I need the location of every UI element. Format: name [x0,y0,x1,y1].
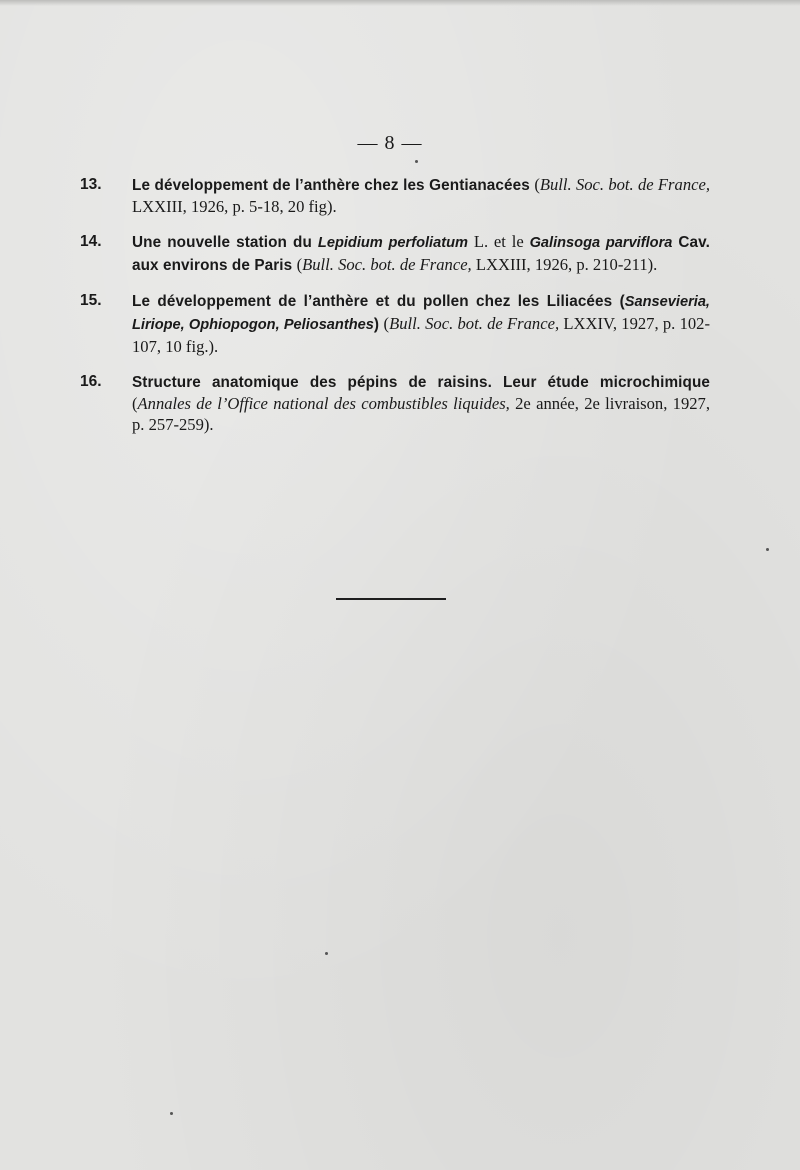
scan-speck [766,548,769,551]
reference-paren: ( [132,394,138,413]
reference-taxon: Sansevieria, Liriope, Ophiopogon, Peliosanthes [132,294,710,333]
closing-rule [336,598,446,600]
reference-taxon: Galinsoga parviflora [529,235,673,251]
reference-list [80,174,710,449]
scan-speck [325,952,328,955]
reference-number: 14. [80,233,102,250]
reference-text: L. et le [467,232,530,251]
scan-speck [415,160,418,163]
reference-paren: ( [296,255,303,274]
reference-details: LXXIII, 1926, p. 210-211). [471,255,658,274]
reference-number: 16. [80,373,102,390]
reference-title: Le développement de l’anthère et du pollen chez les Liliacées ( [132,293,625,310]
reference-journal: Annales de l’Office national des combustibles liquides, [137,394,510,413]
reference-taxon: Lepidium perfoliatum [317,235,468,251]
scan-speck [170,1112,173,1115]
reference-details: 2e année, 2e livraison, 1927, p. 257-259). [132,394,710,434]
reference-item [80,290,710,357]
reference-paren: ( [534,175,540,194]
reference-item [80,174,710,217]
reference-item [80,231,710,276]
reference-details: LXXIII, 1926, p. 5-18, 20 fig). [132,197,337,216]
reference-number: 15. [80,292,102,309]
scan-edge-shadow [0,0,800,6]
reference-title: Le développement de l’anthère chez les Gentianacées [132,177,535,194]
reference-journal: Bull. Soc. bot. de France, [389,314,560,333]
reference-title: ) [373,316,384,333]
reference-details: LXXIV, 1927, p. 102-107, 10 fig.). [132,314,711,356]
reference-item [80,371,710,435]
reference-title: Une nouvelle station du [132,234,318,251]
reference-paren: ( [383,314,390,333]
page-number: — 8 — [357,132,423,154]
reference-title: Cav. aux environs de Paris [132,234,710,274]
reference-journal: Bull. Soc. bot. de France, [302,255,472,274]
reference-number: 13. [80,176,102,193]
reference-title: Structure anatomique des pépins de raisins. Leur étude microchimique [132,374,710,391]
reference-journal: Bull. Soc. bot. de France, [539,175,710,194]
